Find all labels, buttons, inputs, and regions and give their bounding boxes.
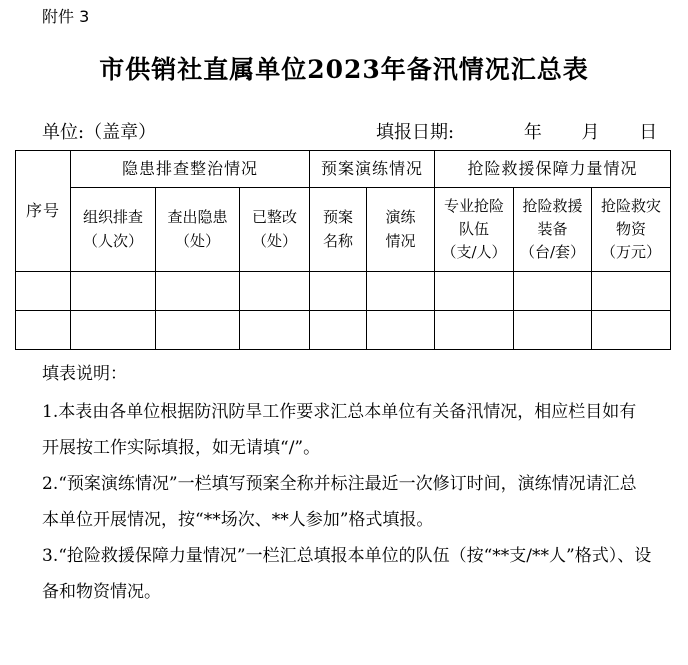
table-cell[interactable]: [240, 272, 310, 311]
attachment-label: 附件 3: [42, 7, 90, 26]
table-cell[interactable]: [592, 311, 671, 350]
instruction-item: 1.本表由各单位根据防汛防旱工作要求汇总本单位有关备汛情况，相应栏目如有开展按工作实际填报，如无请填“/”。: [42, 402, 637, 458]
col-header-drill: 演练 情况: [367, 188, 435, 272]
col-header-inspection: 组织排查 （人次）: [71, 188, 156, 272]
table-cell[interactable]: [156, 272, 240, 311]
date-label: 填报日期:: [376, 122, 455, 143]
table-cell[interactable]: [592, 272, 671, 311]
table-cell[interactable]: [16, 272, 71, 311]
group-header-rescue: 抢险救援保障力量情况: [435, 151, 671, 188]
table-cell[interactable]: [16, 311, 71, 350]
date-row: [376, 118, 657, 144]
column-header-row: [16, 188, 671, 272]
document-title: 市供销社直属单位2023年备汛情况汇总表: [99, 55, 589, 84]
col-header-rectified: 已整改 （处）: [240, 188, 310, 272]
instruction-item: 3.“抢险救援保障力量情况”一栏汇总填报本单位的队伍（按“**支/**人”格式）、设备和物资情况。: [42, 546, 652, 602]
table-cell[interactable]: [310, 272, 367, 311]
col-header-team: 专业抢险 队伍 （支/人）: [435, 188, 514, 272]
table-cell[interactable]: [71, 311, 156, 350]
table-cell[interactable]: [367, 272, 435, 311]
instructions-heading: 填表说明：: [42, 364, 127, 384]
table-cell[interactable]: [435, 311, 514, 350]
table-cell[interactable]: [71, 272, 156, 311]
summary-table: [15, 150, 671, 350]
table-cell[interactable]: [240, 311, 310, 350]
unit-label: 单位:（盖章）: [42, 122, 157, 143]
table-cell[interactable]: [310, 311, 367, 350]
instructions: [42, 356, 652, 610]
year-label: 年: [523, 122, 542, 143]
table-cell[interactable]: [435, 272, 514, 311]
col-header-materials: 抢险救灾 物资 （万元）: [592, 188, 671, 272]
col-header-hazards-found: 查出隐患 （处）: [156, 188, 240, 272]
table-row: [16, 311, 671, 350]
group-header-plan: 预案演练情况: [310, 151, 435, 188]
seq-header: 序号: [16, 151, 71, 272]
table-row: [16, 272, 671, 311]
group-header-row: [16, 151, 671, 188]
col-header-equipment: 抢险救援 装备 （台/套）: [514, 188, 592, 272]
table-cell[interactable]: [514, 311, 592, 350]
day-label: 日: [639, 122, 658, 143]
table-cell[interactable]: [514, 272, 592, 311]
instruction-item: 2.“预案演练情况”一栏填写预案全称并标注最近一次修订时间，演练情况请汇总本单位开展情况，按“**场次、**人参加”格式填报。: [42, 474, 637, 530]
col-header-plan-name: 预案 名称: [310, 188, 367, 272]
group-header-hazard: 隐患排查整治情况: [71, 151, 310, 188]
table-cell[interactable]: [367, 311, 435, 350]
table-cell[interactable]: [156, 311, 240, 350]
month-label: 月: [581, 122, 600, 143]
